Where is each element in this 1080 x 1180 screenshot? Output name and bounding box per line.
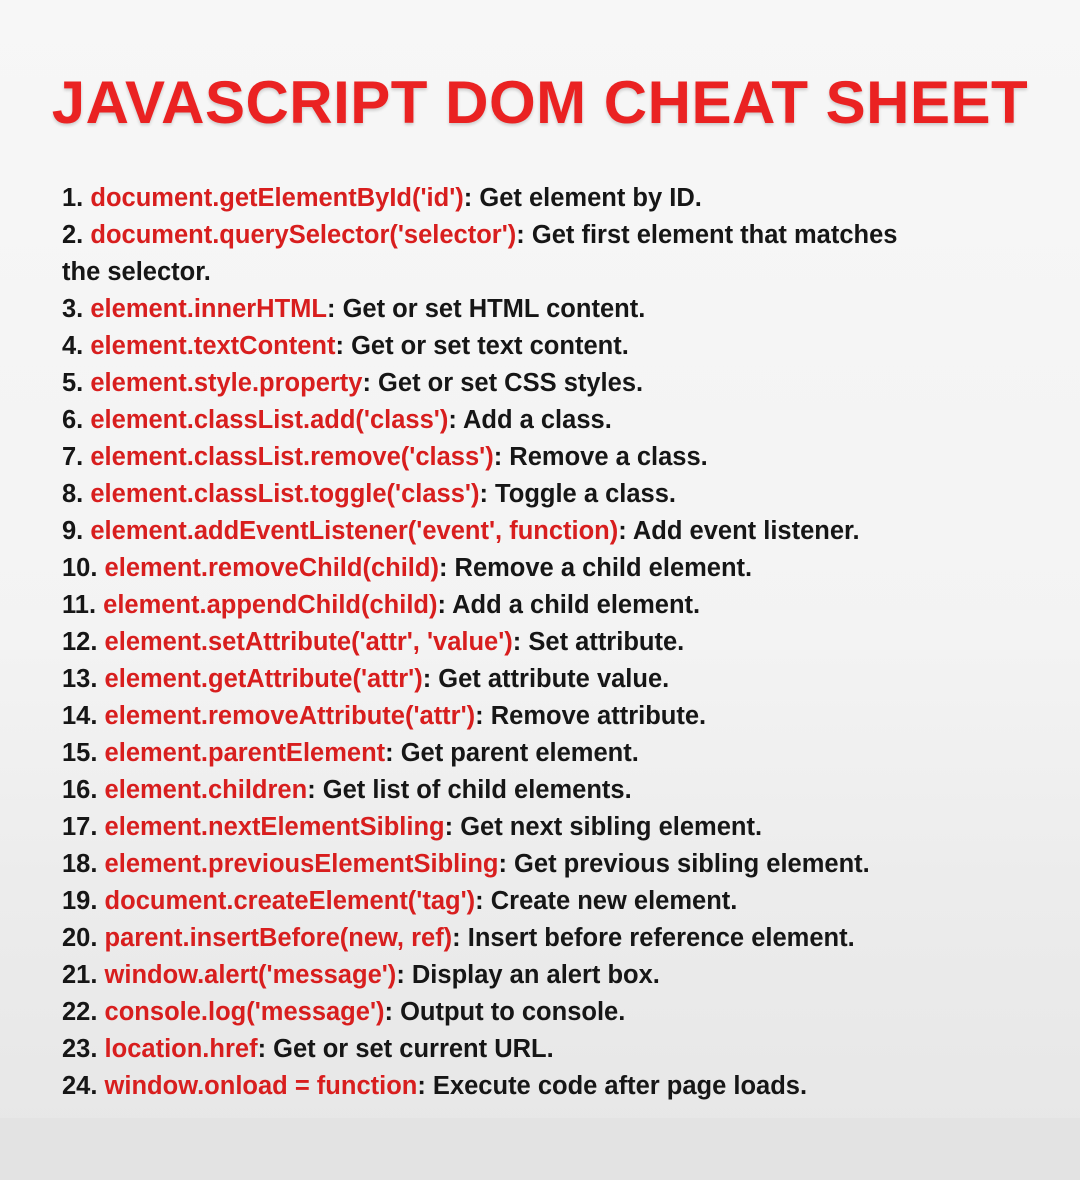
- list-item: [62, 846, 1052, 883]
- item-number: 24.: [62, 1072, 98, 1100]
- item-number: 17.: [62, 813, 98, 841]
- item-code: element.appendChild(child): [103, 591, 438, 619]
- item-description: : Get list of child elements.: [307, 776, 632, 804]
- list-item: [62, 439, 1052, 476]
- item-description: : Get or set CSS styles.: [362, 369, 644, 397]
- list-item: [62, 994, 1052, 1031]
- list-item: [62, 624, 1052, 661]
- cheat-sheet-list: [62, 180, 1052, 1105]
- item-code: document.createElement('tag'): [104, 887, 476, 915]
- item-description: : Add a class.: [448, 406, 612, 434]
- item-code: element.children: [104, 776, 308, 804]
- list-item: [62, 180, 1052, 217]
- item-number: 13.: [62, 665, 98, 693]
- item-code: parent.insertBefore(new, ref): [104, 924, 453, 952]
- item-number: 3.: [62, 295, 84, 323]
- item-description: : Add event listener.: [618, 517, 860, 545]
- item-description: : Get first element that matches the selector.: [62, 221, 898, 286]
- item-code: element.parentElement: [104, 739, 386, 767]
- list-item: [62, 587, 1052, 624]
- item-description: : Get previous sibling element.: [498, 850, 870, 878]
- list-item: [62, 328, 1052, 365]
- item-number: 4.: [62, 332, 84, 360]
- list-item: [62, 1068, 1052, 1105]
- item-code: element.style.property: [90, 369, 363, 397]
- item-description: : Add a child element.: [437, 591, 701, 619]
- item-description: : Get next sibling element.: [444, 813, 763, 841]
- item-number: 19.: [62, 887, 98, 915]
- item-number: 12.: [62, 628, 98, 656]
- item-code: console.log('message'): [104, 998, 385, 1026]
- item-description: : Toggle a class.: [479, 480, 676, 508]
- item-description: : Get or set text content.: [335, 332, 629, 360]
- list-item: [62, 476, 1052, 513]
- item-number: 5.: [62, 369, 84, 397]
- item-number: 15.: [62, 739, 98, 767]
- item-code: element.addEventListener('event', function): [90, 517, 619, 545]
- page-title: JAVASCRIPT DOM CHEAT SHEET: [51, 69, 1029, 137]
- list-item: [62, 291, 1052, 328]
- item-description: : Display an alert box.: [396, 961, 660, 989]
- item-code: element.classList.add('class'): [90, 406, 449, 434]
- item-number: 10.: [62, 554, 98, 582]
- item-description: : Set attribute.: [512, 628, 685, 656]
- item-description: : Insert before reference element.: [452, 924, 855, 952]
- item-number: 14.: [62, 702, 98, 730]
- item-code: window.onload = function: [104, 1072, 418, 1100]
- item-description: : Remove a class.: [493, 443, 708, 471]
- item-code: element.innerHTML: [90, 295, 327, 323]
- item-code: element.textContent: [90, 332, 336, 360]
- bottom-strip: [0, 1118, 1080, 1180]
- list-item: [62, 365, 1052, 402]
- item-number: 8.: [62, 480, 84, 508]
- item-description: : Output to console.: [384, 998, 626, 1026]
- item-description: : Get or set current URL.: [257, 1035, 554, 1063]
- item-number: 11.: [62, 591, 97, 619]
- item-number: 2.: [62, 221, 84, 249]
- item-code: element.classList.toggle('class'): [90, 480, 480, 508]
- list-item: [62, 550, 1052, 587]
- item-number: 9.: [62, 517, 84, 545]
- item-number: 18.: [62, 850, 98, 878]
- list-item: [62, 883, 1052, 920]
- item-code: window.alert('message'): [104, 961, 397, 989]
- item-number: 21.: [62, 961, 98, 989]
- item-description: : Remove a child element.: [438, 554, 753, 582]
- item-code: element.setAttribute('attr', 'value'): [104, 628, 513, 656]
- item-code: element.removeChild(child): [104, 554, 439, 582]
- item-code: element.previousElementSibling: [104, 850, 499, 878]
- item-code: element.nextElementSibling: [104, 813, 445, 841]
- list-item: [62, 217, 942, 291]
- item-description: : Get parent element.: [385, 739, 639, 767]
- item-number: 16.: [62, 776, 98, 804]
- item-description: : Get or set HTML content.: [327, 295, 646, 323]
- item-code: document.querySelector('selector'): [90, 221, 517, 249]
- item-code: element.getAttribute('attr'): [104, 665, 423, 693]
- list-item: [62, 735, 1052, 772]
- item-number: 23.: [62, 1035, 98, 1063]
- item-number: 1.: [62, 184, 84, 212]
- list-item: [62, 772, 1052, 809]
- list-item: [62, 513, 1052, 550]
- list-item: [62, 698, 1052, 735]
- item-code: element.removeAttribute('attr'): [104, 702, 476, 730]
- item-code: location.href: [104, 1035, 258, 1063]
- item-description: : Execute code after page loads.: [417, 1072, 808, 1100]
- item-code: element.classList.remove('class'): [90, 443, 494, 471]
- list-item: [62, 920, 1052, 957]
- item-description: : Get element by ID.: [463, 184, 702, 212]
- list-item: [62, 957, 1052, 994]
- item-description: : Get attribute value.: [422, 665, 670, 693]
- item-description: : Remove attribute.: [475, 702, 707, 730]
- list-item: [62, 661, 1052, 698]
- list-item: [62, 402, 1052, 439]
- item-code: document.getElementById('id'): [90, 184, 464, 212]
- item-number: 7.: [62, 443, 84, 471]
- item-number: 20.: [62, 924, 98, 952]
- item-number: 22.: [62, 998, 98, 1026]
- item-description: : Create new element.: [475, 887, 738, 915]
- list-item: [62, 809, 1052, 846]
- list-item: [62, 1031, 1052, 1068]
- item-number: 6.: [62, 406, 84, 434]
